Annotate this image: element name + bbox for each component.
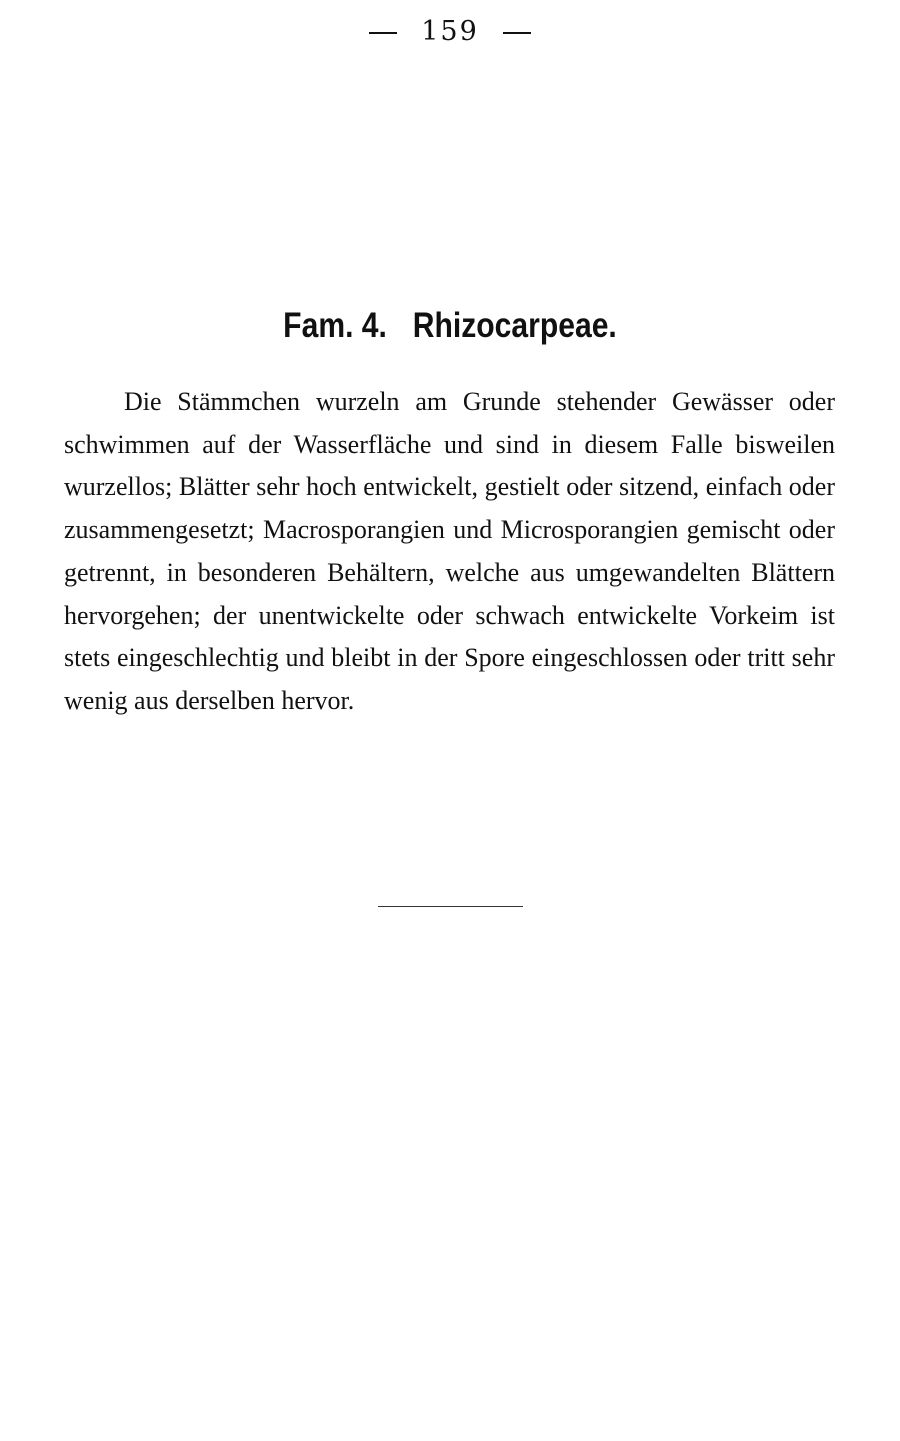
family-heading <box>63 306 837 346</box>
family-description: Die Stämmchen wurzeln am Grunde stehender Gewässer oder schwimmen auf der Wasserfläche und sind in diesem Falle bisweilen wurzellos; Blätter sehr hoch entwickelt, gestielt oder sitzend, einfach oder zusammengesetzt; Macrosporangien und Microsporangien gemischt oder getrennt, in besonderen Behältern, welche aus umgewandelten Blättern hervorgehen; der unentwickelte oder schwach entwickelte Vorkeim ist stets eingeschlechtig und bleibt in der Spore eingeschlossen oder tritt sehr wenig aus derselben hervor. <box>64 387 835 715</box>
family-label: Fam. 4. <box>283 306 387 345</box>
page-number-value: 159 <box>421 16 479 47</box>
page-number-dash-left <box>369 32 397 34</box>
page-number-dash-right <box>503 32 531 34</box>
section-divider <box>378 906 523 907</box>
page-number <box>0 16 900 47</box>
family-name: Rhizocarpeae. <box>412 306 617 345</box>
